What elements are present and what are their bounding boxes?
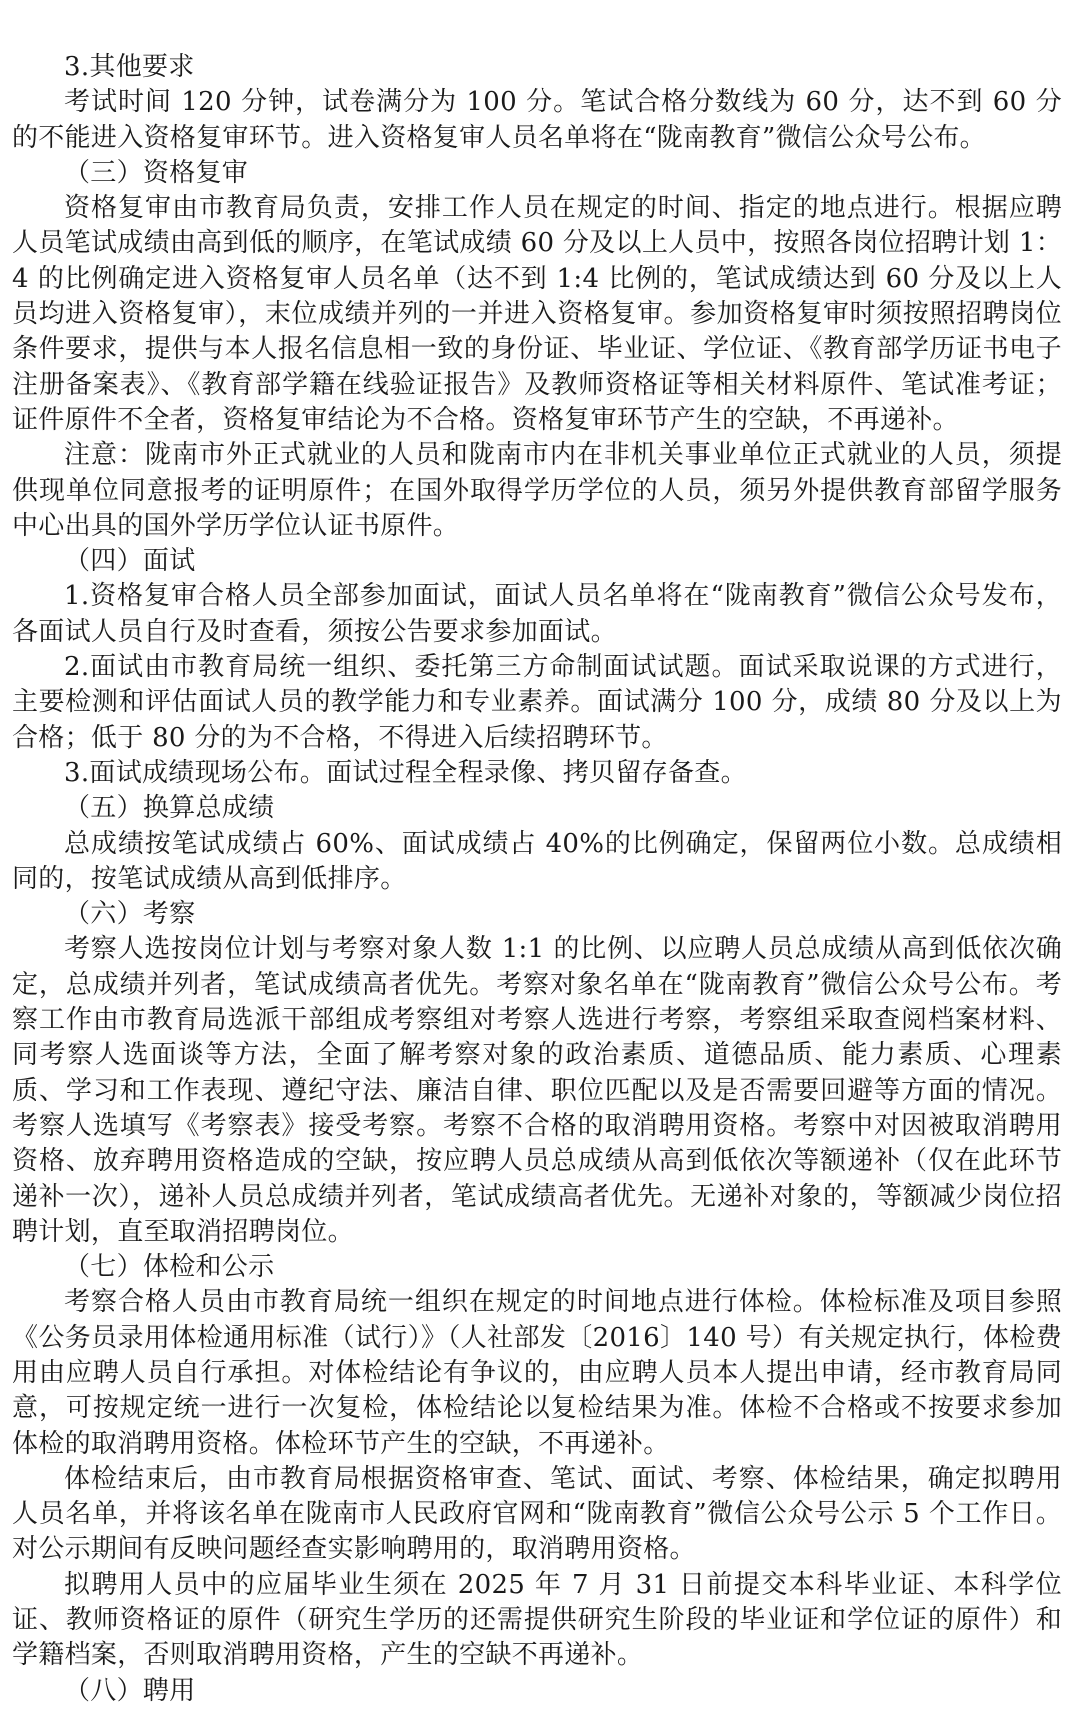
document-page bbox=[12, 50, 1062, 1709]
paragraph-interview-3: 3.面试成绩现场公布。面试过程全程录像、拷贝留存备查。 bbox=[64, 757, 747, 788]
paragraph-publicity: 体检结束后，由市教育局根据资格审查、笔试、面试、考察、体检结果，确定拟聘用人员名单，并将该名单在陇南市人民政府官网和“陇南教育”微信公众号公示 5 个工作日。对公示期间有反映问题经查实影响聘用的，取消聘用资格。 bbox=[12, 1463, 1062, 1565]
section-heading-inspection: （六）考察 bbox=[64, 899, 196, 930]
subsection-heading-other-requirements: 3.其他要求 bbox=[64, 52, 195, 82]
section-heading-qualification-review: （三）资格复审 bbox=[64, 157, 249, 188]
paragraph-qualification-review: 资格复审由市教育局负责，安排工作人员在规定的时间、指定的地点进行。根据应聘人员笔试成绩由高到低的顺序，在笔试成绩 60 分及以上人员中，按照各岗位招聘计划 1：4 的比例确定进入资格复审人员名单（达不到 1:4 比例的，笔试成绩达到 60 分及以上人员均进入资格复审），末位成绩并列的一并进入资格复审。参加资格复审时须按照招聘岗位条件要求，提供与本人报名信息相一致的身份证、毕业证、学位证、《教育部学历证书电子注册备案表》、《教育部学籍在线验证报告》及教师资格证等相关材料原件、笔试准考证；证件原件不全者，资格复审结论为不合格。资格复审环节产生的空缺，不再递补。 bbox=[12, 193, 1062, 435]
paragraph-interview-1: 1.资格复审合格人员全部参加面试，面试人员名单将在“陇南教育”微信公众号发布，各面试人员自行及时查看，须按公告要求参加面试。 bbox=[12, 581, 1062, 647]
paragraph-graduates: 拟聘用人员中的应届毕业生须在 2025 年 7 月 31 日前提交本科毕业证、本科学位证、教师资格证的原件（研究生学历的还需提供研究生阶段的毕业证和学位证的原件）和学籍档案，否则取消聘用资格，产生的空缺不再递补。 bbox=[12, 1569, 1062, 1671]
paragraph-notice: 注意：陇南市外正式就业的人员和陇南市内在非机关事业单位正式就业的人员，须提供现单位同意报考的证明原件；在国外取得学历学位的人员，须另外提供教育部留学服务中心出具的国外学历学位认证书原件。 bbox=[12, 440, 1062, 541]
section-heading-medical-publicity: （七）体检和公示 bbox=[64, 1252, 275, 1283]
section-heading-interview: （四）面试 bbox=[64, 546, 196, 577]
paragraph-medical-exam: 考察合格人员由市教育局统一组织在规定的时间地点进行体检。体检标准及项目参照《公务员录用体检通用标准（试行）》（人社部发〔2016〕140 号）有关规定执行，体检费用由应聘人员自行承担。对体检结论有争议的，由应聘人员本人提出申请，经市教育局同意，可按规定统一进行一次复检，体检结论以复检结果为准。体检不合格或不按要求参加体检的取消聘用资格。体检环节产生的空缺，不再递补。 bbox=[12, 1287, 1062, 1459]
section-heading-total-score: （五）换算总成绩 bbox=[64, 793, 275, 824]
paragraph-total-score: 总成绩按笔试成绩占 60%、面试成绩占 40%的比例确定，保留两位小数。总成绩相同的，按笔试成绩从高到低排序。 bbox=[12, 828, 1062, 894]
section-heading-employment: （八）聘用 bbox=[64, 1675, 196, 1706]
paragraph-exam-time: 考试时间 120 分钟，试卷满分为 100 分。笔试合格分数线为 60 分，达不到 60 分的不能进入资格复审环节。进入资格复审人员名单将在“陇南教育”微信公众号公布。 bbox=[12, 87, 1062, 153]
paragraph-interview-2: 2.面试由市教育局统一组织、委托第三方命制面试试题。面试采取说课的方式进行，主要检测和评估面试人员的教学能力和专业素养。面试满分 100 分，成绩 80 分及以上为合格；低于 80 分的为不合格，不得进入后续招聘环节。 bbox=[12, 652, 1062, 753]
paragraph-inspection: 考察人选按岗位计划与考察对象人数 1:1 的比例、以应聘人员总成绩从高到低依次确定，总成绩并列者，笔试成绩高者优先。考察对象名单在“陇南教育”微信公众号公布。考察工作由市教育局选派干部组成考察组对考察人选进行考察，考察组采取查阅档案材料、同考察人选面谈等方法，全面了解考察对象的政治素质、道德品质、能力素质、心理素质、学习和工作表现、遵纪守法、廉洁自律、职位匹配以及是否需要回避等方面的情况。考察人选填写《考察表》接受考察。考察不合格的取消聘用资格。考察中对因被取消聘用资格、放弃聘用资格造成的空缺，按应聘人员总成绩从高到低依次等额递补（仅在此环节递补一次），递补人员总成绩并列者，笔试成绩高者优先。无递补对象的，等额减少岗位招聘计划，直至取消招聘岗位。 bbox=[12, 934, 1062, 1247]
